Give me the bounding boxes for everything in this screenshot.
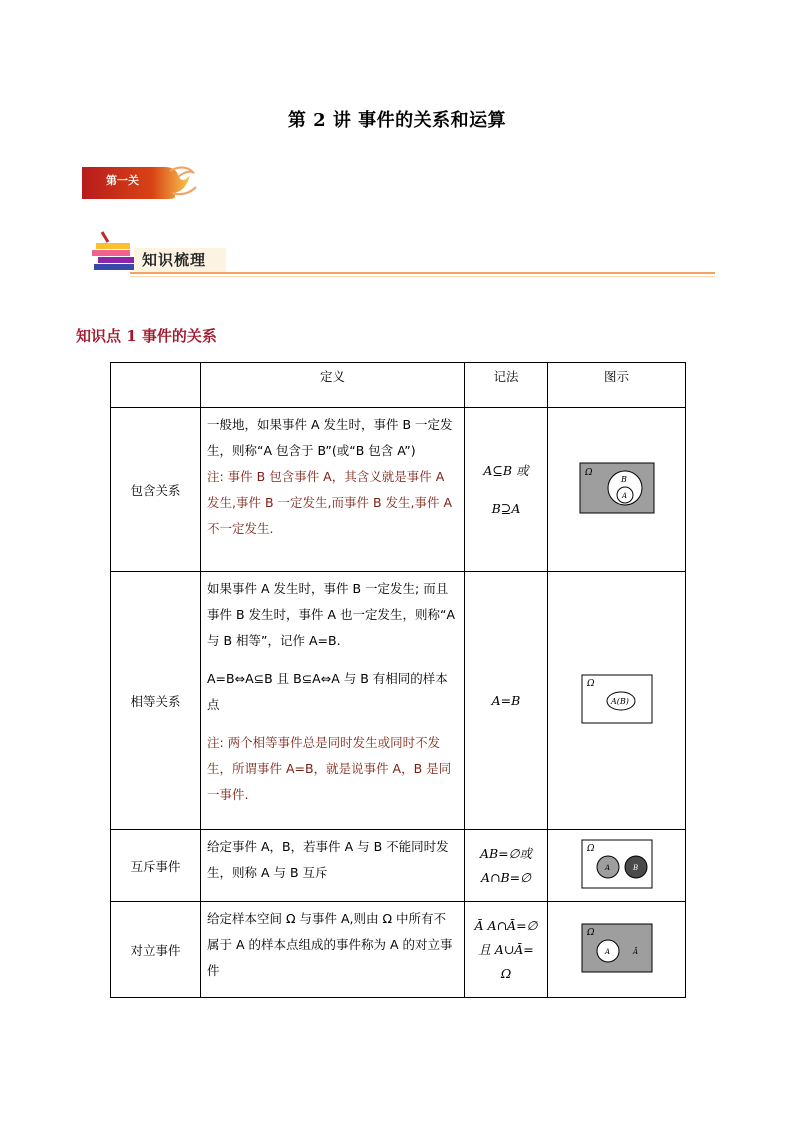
stage-label: 第一关 [106, 174, 139, 187]
header-cell-notation: 记法 [465, 363, 548, 408]
omega-label: Ω [584, 468, 592, 478]
note-text: 注: 两个相等事件总是同时发生或同时不发生，所谓事件 A=B，就是说事件 A，B 是同一事件. [207, 735, 452, 802]
row-notation-cell [465, 902, 548, 998]
venn-subset-diagram [579, 462, 655, 514]
section-banner [90, 230, 720, 286]
row-definition-cell [201, 830, 465, 902]
section-banner-label: 知识梳理 [142, 251, 207, 269]
set-a-label: A [604, 948, 610, 956]
omega-label: Ω [586, 928, 594, 938]
header-cell-diagram: 图示 [548, 363, 686, 408]
row-name: 相等关系 [111, 572, 201, 830]
row-notation-cell [465, 830, 548, 902]
complement-label: Ā [632, 948, 638, 956]
omega-label: Ω [586, 679, 594, 689]
venn-complement-diagram [581, 923, 653, 973]
set-a-label: A [621, 492, 627, 500]
note-text: 注: 事件 B 包含事件 A，其含义就是事件 A 发生,事件 B 一定发生,而事件 B 发生,事件 A 不一定发生. [207, 469, 452, 536]
stage-banner [82, 163, 202, 203]
venn-disjoint-diagram [581, 839, 653, 889]
banner-ribbon-icon [82, 163, 202, 203]
header-cell-definition: 定义 [201, 363, 465, 408]
set-b-label: B [632, 864, 638, 872]
page-title: 第 2 讲 事件的关系和运算 [287, 110, 507, 131]
row-diagram-cell [548, 572, 686, 830]
row-definition-cell [201, 902, 465, 998]
table-row [111, 572, 686, 830]
table-row [111, 902, 686, 998]
section-heading: 知识点 1 事件的关系 [76, 327, 217, 345]
omega-label: Ω [586, 844, 594, 854]
row-name: 互斥事件 [111, 830, 201, 902]
table-row [111, 830, 686, 902]
header-cell-empty [111, 363, 201, 408]
row-notation-cell [465, 408, 548, 572]
table-header-row [111, 363, 686, 408]
notation-line: B⊇A [491, 500, 521, 516]
row-notation-cell [465, 572, 548, 830]
definition-text: 一般地，如果事件 A 发生时，事件 B 一定发生，则称“A 包含于 B”(或“B 包含 A”) [207, 417, 453, 458]
definition-text: 给定样本空间 Ω 与事件 A,则由 Ω 中所有不属于 A 的样本点组成的事件称为 A 的对立事件 [207, 911, 453, 978]
notation-line: Ā A∩Ā=∅ [474, 917, 538, 933]
relations-table [110, 362, 686, 998]
definition-text: 如果事件 A 发生时，事件 B 一定发生; 而且事件 B 发生时，事件 A 也一定发生，则称“A 与 B 相等”，记作 A=B. [207, 581, 456, 648]
notation-line: A∩B=∅ [480, 869, 532, 885]
row-definition-cell [201, 572, 465, 830]
set-a-label: A [604, 864, 610, 872]
notation-line: A=B [491, 692, 521, 708]
row-diagram-cell [548, 408, 686, 572]
equivalence-text: A=B⇔A⊆B 且 B⊆A⇔A 与 B 有相同的样本点 [207, 671, 448, 712]
row-name: 包含关系 [111, 408, 201, 572]
notation-line: 且 A∪Ā= [478, 941, 534, 957]
notation-line: A⊆B 或 [483, 462, 529, 478]
row-diagram-cell [548, 830, 686, 902]
notation-line: AB=∅或 [479, 845, 533, 861]
row-name: 对立事件 [111, 902, 201, 998]
table-row [111, 408, 686, 572]
notation-line: Ω [500, 965, 512, 981]
definition-text: 给定事件 A，B，若事件 A 与 B 不能同时发生，则称 A 与 B 互斥 [207, 839, 449, 880]
set-ab-label: A(B) [610, 697, 629, 706]
row-definition-cell [201, 408, 465, 572]
set-b-label: B [620, 475, 627, 484]
row-diagram-cell [548, 902, 686, 998]
venn-equal-diagram [581, 674, 653, 724]
